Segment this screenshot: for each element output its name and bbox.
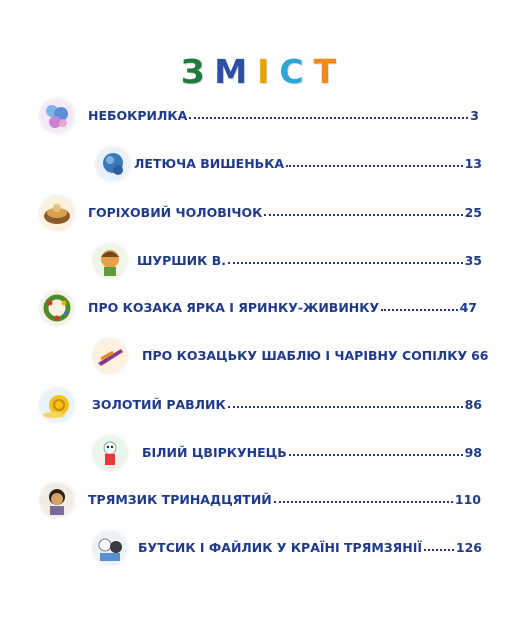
- dot-leader: [264, 205, 462, 216]
- toc-entry[interactable]: [134, 156, 482, 176]
- entry-title: БІЛИЙ ЦВІРКУНЕЦЬ: [142, 445, 287, 460]
- title-letter: М: [214, 52, 258, 91]
- title-letter: С: [279, 52, 314, 91]
- golden-snail-icon: [40, 388, 74, 422]
- toc-entry[interactable]: [142, 445, 482, 465]
- entry-title: БУТСИК І ФАЙЛИК У КРАЇНІ ТРЯМЗЯНІЇ: [138, 540, 423, 555]
- dot-leader: [189, 108, 468, 119]
- entry-page: 110: [454, 492, 481, 507]
- toc-entry[interactable]: [137, 253, 482, 273]
- entry-page: 3: [470, 108, 479, 123]
- entry-title: ЛЕТЮЧА ВИШЕНЬКА: [134, 156, 285, 171]
- toc-entry[interactable]: [92, 397, 482, 417]
- entry-title: ТРЯМЗИК ТРИНАДЦЯТИЙ: [88, 492, 272, 507]
- entry-page: 25: [464, 205, 482, 220]
- toc-entry[interactable]: [88, 205, 482, 225]
- butsyk-fajlyk-icon: [93, 531, 127, 565]
- flying-cherry-icon: [96, 147, 130, 181]
- entry-title: ПРО КОЗАКА ЯРКА І ЯРИНКУ-ЖИВИНКУ: [88, 300, 380, 315]
- dot-leader: [286, 156, 462, 167]
- entry-title: ШУРШИК В.: [137, 253, 226, 268]
- dot-leader: [228, 397, 463, 408]
- dot-leader: [289, 445, 463, 456]
- tryamzyk-icon: [40, 483, 74, 517]
- toc-entry[interactable]: [88, 300, 477, 320]
- entry-title: ЗОЛОТИЙ РАВЛИК: [92, 397, 226, 412]
- toc-entry[interactable]: [138, 540, 482, 560]
- pipe-icon: [93, 339, 127, 373]
- shurshyk-icon: [93, 244, 127, 278]
- entry-page: 13: [464, 156, 482, 171]
- entry-page: 86: [464, 397, 482, 412]
- dot-leader: [228, 253, 463, 264]
- title-letter: І: [257, 52, 280, 91]
- title-letter: З: [180, 52, 215, 91]
- entry-page: 98: [464, 445, 482, 460]
- toc-entry[interactable]: [88, 108, 479, 128]
- entry-page: 47: [459, 300, 477, 315]
- entry-page: 35: [464, 253, 482, 268]
- dot-leader: [274, 492, 453, 503]
- toc-entry[interactable]: [88, 492, 481, 512]
- wreath-icon: [40, 291, 74, 325]
- entry-page: 126: [455, 540, 482, 555]
- nut-man-icon: [40, 196, 74, 230]
- entry-title: ПРО КОЗАЦЬКУ ШАБЛЮ І ЧАРІВНУ СОПІЛКУ: [142, 348, 468, 363]
- dot-leader: [424, 540, 454, 551]
- blue-fairy-icon: [40, 99, 74, 133]
- white-cricket-icon: [93, 436, 127, 470]
- entry-title: ГОРІХОВИЙ ЧОЛОВІЧОК: [88, 205, 263, 220]
- toc-entry[interactable]: [142, 348, 489, 368]
- dot-leader: [381, 300, 457, 311]
- entry-title: НЕБОКРИЛКА: [88, 108, 188, 123]
- entry-page: 66: [471, 348, 489, 363]
- page-title: [0, 52, 527, 91]
- title-letter: Т: [313, 52, 347, 91]
